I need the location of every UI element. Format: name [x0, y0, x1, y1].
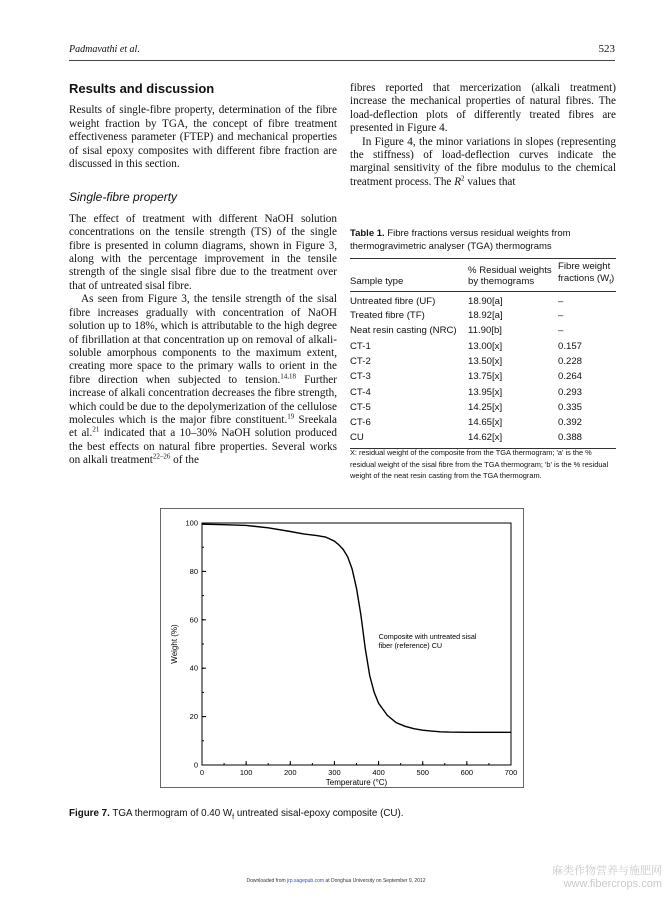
table-row [350, 339, 616, 354]
section-heading: Results and discussion [69, 81, 215, 96]
table-cell: CT-3 [350, 371, 371, 383]
x-tick-label: 400 [372, 768, 385, 777]
table-cell: 0.335 [558, 401, 583, 413]
table-cell: 11.90[b] [468, 325, 502, 337]
y-tick-label: 0 [193, 760, 198, 770]
table-cell: 18.90[a] [468, 295, 503, 307]
paragraph: The effect of treatment with different NaOH solution concentrations on the tensile strength (TS) of the single fibre is presented in column diagrams, shown in Figure 3, along with the percentage improvement in the tensile strength of the single sisal fibre due to the treatment over that of untreated sisal fibre. [69, 212, 337, 292]
table-cell: CT-2 [350, 355, 371, 367]
table-cell: 0.293 [558, 386, 583, 398]
citation: 19 [287, 412, 295, 421]
x-tick-label: 700 [504, 768, 518, 777]
right-column [350, 82, 616, 189]
y-axis-label: Weight (%) [170, 624, 179, 664]
x-tick-label: 0 [199, 768, 205, 777]
table-cell: Untreated fibre (UF) [350, 295, 436, 307]
table-cell: Neat resin casting (NRC) [350, 325, 457, 337]
y-tick-label: 80 [189, 566, 198, 576]
residual-weight-table [350, 258, 616, 449]
table-cell: CT-6 [350, 417, 371, 429]
curve-annotation: Composite with untreated sisal [378, 632, 477, 642]
table-cell: Treated fibre (TF) [350, 310, 425, 322]
series-line [202, 524, 511, 732]
table-label: Table 1. [350, 228, 385, 239]
x-tick-label: 100 [239, 768, 253, 777]
citation: 14,18 [280, 371, 297, 380]
table-cell: CT-5 [350, 401, 371, 413]
x-tick-label: 600 [460, 768, 474, 777]
table-caption: Table 1. Fibre fractions versus residual weights from thermogravimetric analyser (TGA) thermograms [350, 228, 571, 252]
table-cell: 0.392 [558, 417, 583, 429]
table-cell: CT-1 [350, 340, 371, 352]
table-cell: – [558, 295, 564, 307]
x-tick-label: 200 [284, 768, 297, 777]
citation: 22–26 [152, 452, 171, 461]
table-cell: 13.95[x] [468, 386, 503, 398]
table-cell: – [558, 310, 564, 322]
table-row [350, 308, 616, 323]
table-row [350, 384, 616, 399]
table-cell: 0.388 [558, 430, 616, 448]
table-cell: 0.264 [558, 371, 583, 383]
table-footnote: X: residual weight of the composite from the TGA thermogram; 'a' is the % residual weight of the sisal fibre from the TGA thermogram; 'b' is the % residual weight of the neat resin casting from the TGA thermogram. [350, 448, 609, 480]
paragraph: Results of single-fibre property, determination of the fibre weight fraction by TGA, the concept of fibre treatment effectiveness parameter (FTEP) and mechanical properties of sisal epoxy composites with different fibre fraction are discussed in this section. [69, 104, 337, 171]
tga-thermogram-chart [161, 509, 523, 787]
x-tick-label: 500 [416, 768, 429, 777]
table-cell: – [558, 325, 564, 337]
column-header: Sample type [350, 259, 468, 292]
table-cell: CU [350, 430, 468, 448]
y-tick-label: 100 [185, 518, 198, 528]
curve-annotation: fiber (reference) CU [378, 641, 443, 651]
table-cell: 13.75[x] [468, 371, 503, 383]
table-cell: 14.25[x] [468, 401, 503, 413]
download-footer: Downloaded from jrp.sagepub.com at Donghua University on September 9, 2012 [246, 878, 426, 884]
watermark-url: www.fibercrops.com [563, 878, 662, 890]
table-cell: 18.92[a] [468, 310, 503, 322]
x-tick-label: 300 [328, 768, 341, 777]
citation: 21 [92, 425, 100, 434]
figure-caption: Figure 7. TGA thermogram of 0.40 $W_f$ untreated sisal-epoxy composite (CU). [69, 808, 404, 821]
table-row [350, 354, 616, 369]
x-axis-label: Temperature (°C) [325, 778, 388, 787]
column-header: Fibre weight fractions $(W_f)$ [558, 259, 616, 292]
table-row [350, 430, 616, 448]
table-cell: 0.157 [558, 340, 583, 352]
table-row [350, 369, 616, 384]
paragraph: In Figure 4, the minor variations in slopes (representing the stiffness) of load-deflection curves indicate the marginal sensitivity of the fibre modulus to the chemical treatment process. The $R^2$ values that [350, 135, 616, 188]
table-cell: 14.65[x] [468, 417, 503, 429]
y-tick-label: 20 [189, 712, 198, 722]
paragraph: As seen from Figure 3, the tensile strength of the sisal fibre increases gradually with concentration of NaOH solution up to 18%, which is attributable to the high degree of fibrillation at that concentration up on removal of alkali-soluble amorphous components to the maximum extent, creating more space to the primary walls to orient in the fibre direction when subjected to tension.$^{14,18}$ Further increase of alkali concentration decreases the fibre strength, which could be due to the depolymerization of the cellulose molecules which is the major fibre constituent.$^{19}$ Sreekala et al.$^{21}$ indicated that a 10–30% NaOH solution produced the best effects on natural fibre properties. Several works on alkali treatment$^{22-26}$ of the [69, 293, 338, 467]
header-rule [69, 60, 615, 61]
subsection-heading: Single-fibre property [69, 190, 178, 205]
figure-label: Figure 7. [69, 808, 110, 819]
left-column [69, 82, 337, 468]
table-row [350, 291, 616, 308]
watermark-chinese: 麻类作物营养与施肥网 [552, 864, 662, 877]
table-cell: CT-4 [350, 386, 371, 398]
running-head-author: Padmavathi et al. [69, 44, 140, 55]
table-cell: 0.228 [558, 355, 583, 367]
page-number: 523 [598, 43, 615, 55]
table-row [350, 323, 616, 338]
table-row [350, 400, 616, 415]
plot-area [202, 523, 511, 765]
table-cell: 14.62[x] [468, 430, 558, 448]
table-cell: 13.50[x] [468, 355, 503, 367]
column-header: % Residual weights by themograms [468, 259, 558, 292]
table-row [350, 415, 616, 430]
y-tick-label: 60 [189, 615, 198, 625]
y-tick-label: 40 [189, 663, 198, 673]
table-cell: 13.00[x] [468, 340, 503, 352]
journal-link[interactable]: jrp.sagepub.com [287, 878, 325, 884]
paragraph: fibres reported that mercerization (alkali treatment) increase the mechanical properties of natural fibres. The load-deflection plots of differently treated fibres are presented in Figure 4. [350, 82, 616, 135]
figure-frame [160, 508, 524, 788]
